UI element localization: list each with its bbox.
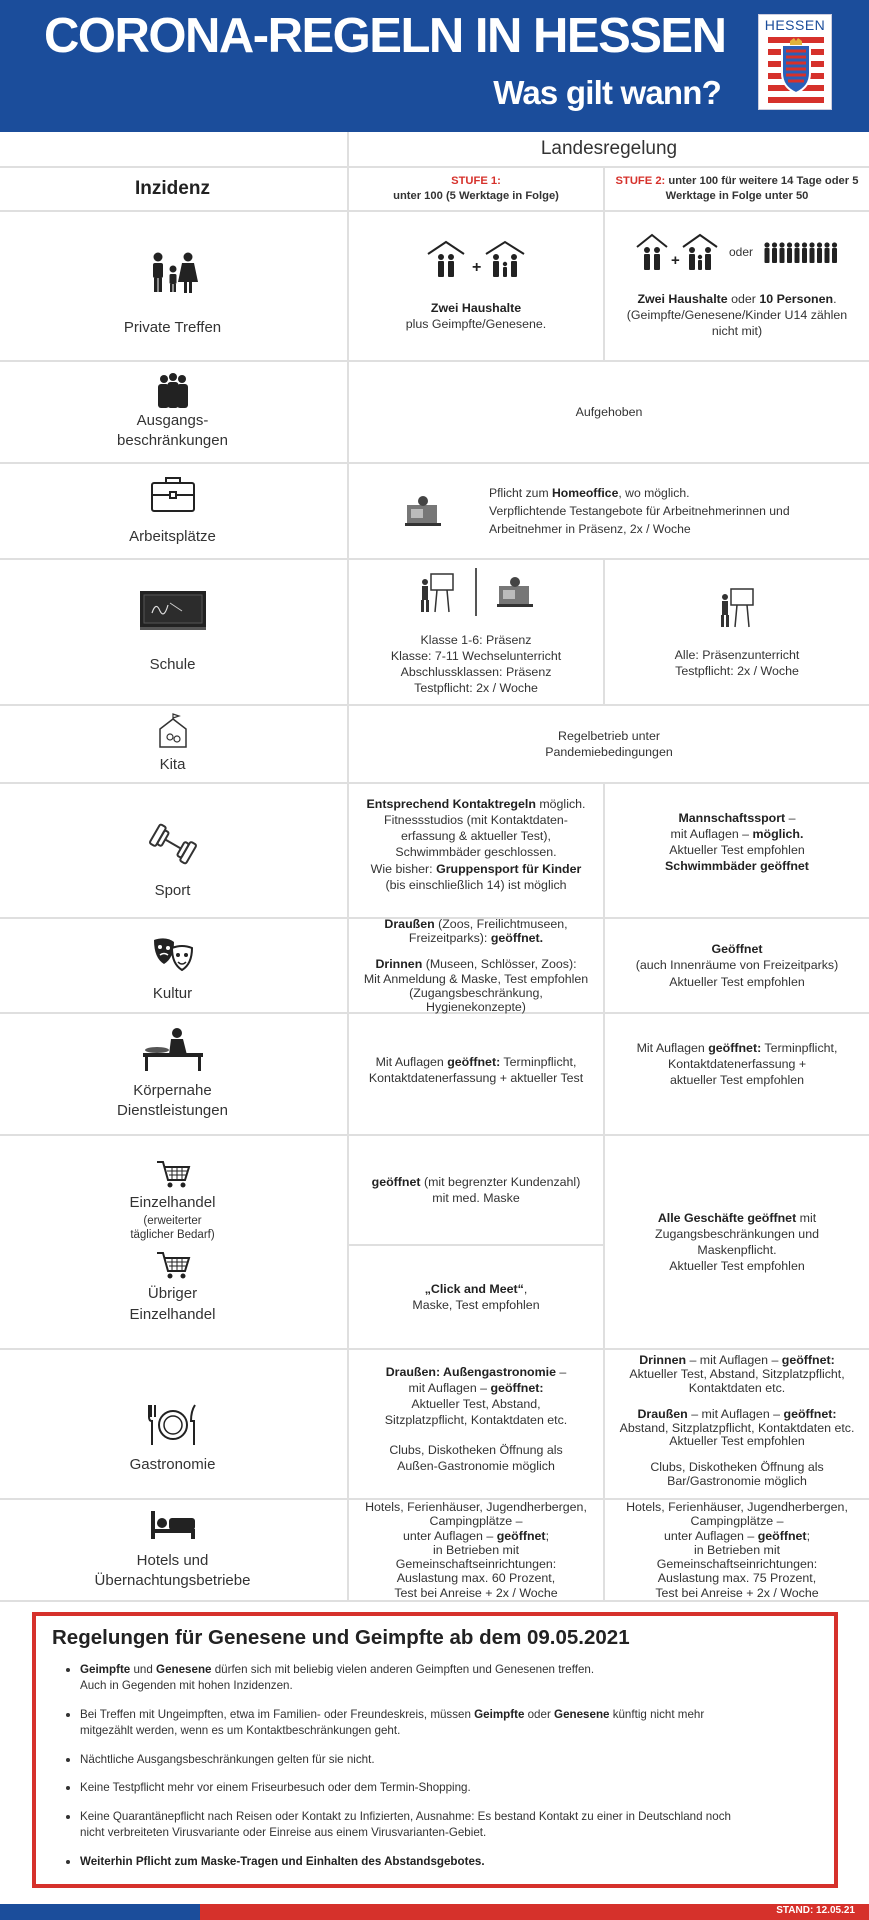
table-header-landesregelung [0, 132, 869, 168]
hotels-label-1: Hotels und [136, 1551, 209, 1569]
handel-s1b-l2: Maske, Test empfohlen [412, 1298, 540, 1312]
koerper-s2-l1c: Terminpflicht, [761, 1041, 838, 1055]
row-sport [0, 784, 869, 919]
hotels-s2-l4: in Betrieben mit [693, 1542, 781, 1557]
handel-label-cell [0, 1136, 345, 1348]
sport-s1-l5: Wie bisher: [370, 861, 437, 876]
sport-s1-l6: (bis einschließlich 14) ist möglich [385, 877, 567, 892]
handel-s2-l4: Aktueller Test empfohlen [669, 1259, 805, 1274]
stufe2-label: STUFE 2: [615, 175, 666, 188]
plate-cutlery-icon [147, 1403, 199, 1447]
sport-label-cell [0, 784, 345, 917]
gastro-s2-l1c: geöffnet: [781, 1353, 835, 1367]
footer-bar [0, 1904, 869, 1920]
kultur-label-cell [0, 919, 345, 1012]
b3: Nächtliche Ausgangsbeschränkungen gelten für sie nicht. [80, 1752, 375, 1766]
page-subtitle: Was gilt wann? [493, 74, 721, 111]
schule-s1-l4: Testpflicht: 2x / Woche [414, 681, 538, 696]
arbeit-cell [347, 464, 869, 558]
row-kita [0, 706, 869, 784]
handel-label-1-sub1: (erweiterter [143, 1214, 202, 1227]
gastro-label-cell [0, 1350, 345, 1498]
svg-text:+: + [472, 258, 482, 276]
kultur-s1-l2b: geöffnet. [490, 930, 544, 945]
handel-s1b-l1: , [523, 1281, 528, 1296]
sport-s2-l1: – [785, 811, 796, 825]
koerper-s1-l1: Mit Auflagen [375, 1055, 448, 1069]
kultur-s1-l4: Mit Anmeldung & Maske, Test empfohlen [363, 971, 589, 986]
schule-stufe1 [347, 560, 603, 704]
home-schooling-icon [495, 574, 535, 610]
koerper-s1-l1b: geöffnet: [447, 1055, 501, 1069]
private-s2-mid: oder [731, 291, 756, 306]
kita-cell [347, 706, 869, 782]
kultur-s1-l1: (Zoos, Freilichtmuseen, [434, 916, 568, 931]
shopping-cart-icon [155, 1250, 191, 1280]
kultur-s2-l3: Aktueller Test empfohlen [669, 974, 805, 989]
home-office-icon [403, 493, 443, 529]
sport-label: Sport [154, 882, 191, 900]
sport-s2-l1b: Mannschaftssport [678, 811, 786, 825]
handel-s2-l1b: Alle Geschäfte geöffnet [657, 1210, 797, 1225]
hotels-label-2: Übernachtungsbetriebe [94, 1572, 251, 1589]
private-s2-rest: (Geimpfte/Genesene/Kinder U14 zählen nicht mit) [626, 307, 848, 339]
genesene-geimpfte-box [32, 1612, 838, 1888]
kultur-stufe2 [603, 919, 869, 1012]
private-s2-bold2: 10 Personen [759, 291, 834, 306]
inzidenz-heading: Inzidenz [135, 177, 210, 199]
ausgang-label-2: beschränkungen [117, 432, 228, 449]
arbeit-l1c: , wo möglich. [618, 485, 690, 500]
schule-s1-l3: Abschlussklassen: Präsenz [400, 665, 552, 679]
gastro-s2-l4b: Draußen [637, 1406, 688, 1421]
handel-s1b-l1b: „Click and Meet“ [424, 1281, 524, 1296]
bed-icon [149, 1509, 197, 1541]
koerper-stufe1 [347, 1014, 603, 1134]
sport-s1-l2: Fitnessstudios (mit Kontaktdaten- [384, 813, 568, 828]
row-private-treffen [0, 212, 869, 362]
teacher-icon [717, 585, 757, 629]
b1-c: Genesene [156, 1663, 212, 1676]
sport-stufe2 [603, 784, 869, 917]
gastro-s1-l1b: Draußen: Außengastronomie [385, 1365, 556, 1379]
b2-c: oder [524, 1707, 555, 1721]
sport-s1-l5b: Gruppensport für Kinder [436, 861, 582, 876]
row-schule [0, 560, 869, 706]
row-ausgangsbeschraenkungen [0, 362, 869, 464]
row-koerpernahe-dienstleistungen [0, 1014, 869, 1136]
hotels-s1-l3c: ; [545, 1528, 550, 1543]
kita-label-cell [0, 706, 345, 782]
footer-red-segment [200, 1904, 869, 1920]
massage-icon [141, 1027, 205, 1073]
koerper-s1-l1c: Terminpflicht, [500, 1055, 577, 1069]
hotels-s2-l5: Gemeinschaftseinrichtungen: [656, 1557, 818, 1572]
handel-s2-l3: Maskenpflicht. [697, 1243, 777, 1257]
gastro-s1-l5: Clubs, Diskotheken Öffnung als [389, 1442, 563, 1457]
row-kultur [0, 916, 869, 1015]
private-treffen-label-cell [0, 212, 345, 360]
footer-stand: STAND: 12.05.21 [776, 1905, 855, 1916]
kultur-s1-l5: (Zugangsbeschränkung, [409, 985, 543, 1000]
koerper-stufe2 [603, 1014, 869, 1134]
hotels-s1-l3b: geöffnet [496, 1528, 546, 1543]
b2-b: Geimpfte [474, 1707, 525, 1721]
handel-label-1-sub2: täglicher Bedarf) [130, 1228, 215, 1241]
hotels-s1-l5: Gemeinschaftseinrichtungen: [395, 1557, 557, 1572]
gastro-s2-l2: Aktueller Test, Abstand, Sitzplatzpflicht, [629, 1366, 845, 1381]
kultur-s1-l3b: Drinnen [375, 957, 423, 972]
handel-s1a-l1b: geöffnet [371, 1174, 421, 1189]
dumbbell-icon [148, 823, 198, 865]
gastro-s1-l4: Sitzplatzpflicht, Kontaktdaten etc. [384, 1413, 568, 1428]
b5-a: Keine Quarantänepflicht nach Reisen oder Kontakt zu Infizierten, Ausnahme: Es bestand Kontakt zu einer in Deutschland noch [80, 1809, 731, 1823]
arbeit-l2: Verpflichtende Testangebote für Arbeitnehmerinnen und [489, 503, 790, 518]
hotels-s1-l6: Auslastung max. 60 Prozent, [396, 1571, 556, 1586]
handel-s2-l2: Zugangsbeschränkungen und [655, 1226, 819, 1241]
gastro-s2-l3: Kontaktdaten etc. [688, 1380, 786, 1395]
two-households-icon [426, 240, 526, 280]
b5-b: nicht verbreiteten Virusvariante oder Einreise aus einem Virusvarianten-Gebiet. [80, 1826, 487, 1840]
ausgang-label-cell [0, 362, 345, 462]
b4: Keine Testpflicht mehr vor einem Friseurbesuch oder dem Termin-Shopping. [80, 1781, 471, 1795]
b1-b: und [130, 1663, 157, 1676]
gastro-s2-l8: Bar/Gastronomie möglich [667, 1474, 807, 1489]
gastro-s2-l6: Aktueller Test empfohlen [669, 1434, 805, 1449]
group-people-icon [155, 373, 191, 409]
koerper-s1-l2: Kontaktdatenerfassung + aktueller Test [368, 1071, 584, 1086]
kultur-s1-l1b: Draußen [384, 916, 435, 931]
kultur-s1-l2: Freizeitparks): [408, 930, 491, 945]
hessen-crest-icon [768, 37, 824, 103]
sport-s1-l1b: Entsprechend Kontaktregeln [366, 797, 536, 811]
b2-e: künftig nicht mehr [609, 1707, 705, 1721]
sport-s2-l2b: möglich. [752, 827, 804, 842]
arbeit-text [489, 484, 790, 539]
private-treffen-stufe2: + oder Zwei Haushalte oder 10 Personen. (Geimpfte/Genesene/Kinder U14 zählen nicht mit) [603, 212, 869, 360]
schule-s1-l1: Klasse 1-6: Präsenz [420, 632, 532, 647]
b2-d: Genesene [554, 1707, 610, 1721]
handel-stufe2 [603, 1136, 869, 1348]
hotels-s2-l3c: ; [806, 1528, 811, 1543]
svg-text:+: + [670, 251, 680, 269]
kita-l2: Pandemiebedingungen [545, 745, 673, 759]
hotels-s1-l2: Campingplätze – [429, 1514, 523, 1529]
handel-s2-l1: mit [796, 1210, 817, 1225]
footer-blue-segment [0, 1904, 200, 1920]
schule-s1-l2: Klasse: 7-11 Wechselunterricht [390, 648, 562, 663]
handel-stufe1-top [347, 1136, 603, 1246]
list-item [52, 1854, 818, 1870]
logo-text: HESSEN [764, 17, 826, 33]
hotels-s2-l1: Hotels, Ferienhäuser, Jugendherbergen, [626, 1500, 848, 1515]
box-title: Regelungen für Genesene und Geimpfte ab dem 09.05.2021 [52, 1626, 630, 1649]
gastro-stufe1 [347, 1350, 603, 1498]
b1-e: Auch in Gegenden mit hohen Inzidenzen. [80, 1679, 293, 1693]
sport-s2-l4b: Schwimmbäder geöffnet [665, 859, 809, 874]
kita-l1: Regelbetrieb unter [558, 728, 660, 743]
koerper-label-cell [0, 1014, 345, 1134]
two-households-icon [635, 233, 719, 273]
hotels-s2-l3: unter Auflagen – [663, 1528, 758, 1543]
kultur-s2-l2: (auch Innenräume von Freizeitparks) [635, 958, 839, 973]
gastro-s1-l2: mit Auflagen – [408, 1381, 491, 1396]
ausgang-text: Aufgehoben [347, 362, 869, 462]
arbeit-l1a: Pflicht zum [489, 485, 552, 500]
row-einzelhandel [0, 1136, 869, 1350]
arbeit-l3: Arbeitnehmer in Präsenz, 2x / Woche [489, 522, 691, 537]
koerper-s2-l1: Mit Auflagen [636, 1041, 709, 1055]
hotels-s2-l7: Test bei Anreise + 2x / Woche [655, 1585, 819, 1600]
private-s2-bold1: Zwei Haushalte [637, 291, 728, 306]
row-arbeitsplaetze [0, 464, 869, 560]
hotels-label-cell [0, 1500, 345, 1600]
landesregelung-heading: Landesregelung [347, 132, 869, 166]
sport-s1-l1: möglich. [535, 797, 586, 811]
schule-s1-icons [417, 568, 535, 616]
b2-a: Bei Treffen mit Ungeimpften, etwa im Familien- oder Freundeskreis, müssen [80, 1707, 475, 1721]
hotels-s1-l1: Hotels, Ferienhäuser, Jugendherbergen, [365, 1500, 587, 1515]
hotels-s2-l2: Campingplätze – [690, 1514, 784, 1529]
koerper-s2-l1b: geöffnet: [708, 1041, 762, 1055]
list-item [52, 1780, 818, 1796]
list-item [52, 1752, 818, 1768]
shopping-cart-icon [155, 1159, 191, 1189]
hotels-s2-l3b: geöffnet [757, 1528, 807, 1543]
handel-label-2a: Übriger [147, 1285, 198, 1303]
arbeit-label: Arbeitsplätze [129, 527, 216, 545]
list-item [52, 1707, 818, 1740]
gastro-s1-l2b: geöffnet: [490, 1381, 544, 1396]
private-treffen-label: Private Treffen [123, 318, 222, 336]
hessen-logo [758, 14, 832, 110]
gastro-s1-l1: – [555, 1365, 567, 1379]
sport-stufe1 [347, 784, 603, 917]
list-item [52, 1809, 818, 1842]
schule-s2-l2: Testpflicht: 2x / Woche [675, 664, 799, 678]
koerper-label-2: Dienstleistungen [117, 1102, 228, 1119]
hotels-s1-l3: unter Auflagen – [402, 1528, 497, 1543]
gastro-s1-l6: Außen-Gastronomie möglich [397, 1458, 555, 1473]
arbeit-label-cell [0, 464, 345, 558]
family-icon [148, 252, 198, 294]
briefcase-icon [150, 475, 196, 513]
gastro-s2-l4c: geöffnet: [783, 1406, 837, 1421]
private-treffen-stufe1 [347, 212, 603, 360]
schule-s2-l1: Alle: Präsenzunterricht [674, 647, 800, 662]
box-list [52, 1662, 818, 1870]
ten-persons-icon [763, 242, 839, 264]
gastro-label: Gastronomie [129, 1455, 216, 1473]
handel-stufe1-bottom [347, 1246, 603, 1348]
handel-label-2b: Einzelhandel [129, 1305, 216, 1323]
gastro-s2-l1b: Drinnen [639, 1353, 687, 1367]
hotels-s1-l4: in Betrieben mit [432, 1542, 520, 1557]
b6: Weiterhin Pflicht zum Maske-Tragen und Einhalten des Abstandsgebotes. [80, 1854, 485, 1868]
kultur-label: Kultur [152, 985, 193, 1003]
gastro-s2-l5: Abstand, Sitzplatzpflicht, Kontaktdaten etc. [619, 1420, 855, 1435]
b1-a: Geimpfte [80, 1663, 131, 1676]
gastro-stufe2 [603, 1350, 869, 1498]
header-banner [0, 0, 869, 132]
kita-label: Kita [159, 755, 186, 773]
stufe2-header [603, 168, 869, 210]
b1-d: dürfen sich mit beliebig vielen anderen Geimpften und Genesenen treffen. [211, 1663, 595, 1676]
schule-label: Schule [149, 655, 196, 673]
sport-s1-l4: Schwimmbäder geschlossen. [395, 845, 557, 860]
table-header-inzidenz [0, 168, 869, 212]
hotels-stufe2 [603, 1500, 869, 1600]
private-s2-icons [635, 233, 839, 273]
hotels-stufe1 [347, 1500, 603, 1600]
row-gastronomie [0, 1350, 869, 1500]
sport-s2-l3: Aktueller Test empfohlen [669, 843, 805, 858]
arbeit-l1b: Homeoffice [552, 485, 619, 500]
koerper-s2-l2: Kontaktdatenerfassung + [667, 1057, 807, 1072]
list-item [52, 1662, 818, 1695]
koerper-s2-l3: aktueller Test empfohlen [669, 1073, 805, 1088]
theater-masks-icon [150, 934, 196, 974]
kultur-s1-l3: (Museen, Schlösser, Zoos): [422, 957, 577, 972]
sport-s1-l3: erfassung & aktueller Test), [401, 829, 551, 844]
schule-separator [475, 568, 477, 616]
stufe1-label: STUFE 1: [451, 175, 501, 188]
stufe1-header [347, 168, 603, 210]
schule-label-cell [0, 560, 345, 704]
gastro-s2-l4: – mit Auflagen – [687, 1406, 784, 1421]
gastro-s2-l1: – mit Auflagen – [686, 1353, 782, 1367]
blackboard-icon [138, 589, 208, 631]
teacher-icon [417, 570, 457, 614]
handel-s1a-l1: (mit begrenzter Kundenzahl) [420, 1174, 581, 1189]
schule-stufe2 [603, 560, 869, 704]
row-hotels [0, 1500, 869, 1602]
gastro-s1-l3: Aktueller Test, Abstand, [411, 1397, 541, 1412]
kultur-s2-l1b: Geöffnet [711, 942, 763, 957]
kultur-stufe1 [347, 916, 603, 1015]
sport-s2-l2: mit Auflagen – [670, 827, 753, 842]
private-s1-bold: Zwei Haushalte [430, 300, 522, 315]
handel-s1a-l2: mit med. Maske [432, 1191, 520, 1205]
kita-house-icon [156, 713, 190, 749]
stufe1-text: unter 100 (5 Werktage in Folge) [393, 190, 559, 202]
b2-f: mitgezählt werden, wenn es um Kontaktbeschränkungen geht. [80, 1724, 401, 1738]
hotels-s1-l7: Test bei Anreise + 2x / Woche [394, 1585, 558, 1600]
gastro-s2-l7: Clubs, Diskotheken Öffnung als [650, 1460, 824, 1475]
handel-label-1: Einzelhandel [129, 1194, 216, 1212]
koerper-label-1: Körpernahe [133, 1081, 212, 1099]
private-s1-rest: plus Geimpfte/Genesene. [405, 317, 547, 331]
kultur-s1-l6: Hygienekonzepte) [426, 1000, 526, 1015]
ausgang-label-1: Ausgangs- [136, 411, 209, 429]
page-title: CORONA-REGELN IN HESSEN [44, 9, 726, 63]
private-s2-oder: oder [728, 245, 754, 260]
hotels-s2-l6: Auslastung max. 75 Prozent, [657, 1571, 817, 1586]
stufe2-text: unter 100 für weitere 14 Tage oder 5 Werktage in Folge unter 50 [665, 175, 859, 202]
